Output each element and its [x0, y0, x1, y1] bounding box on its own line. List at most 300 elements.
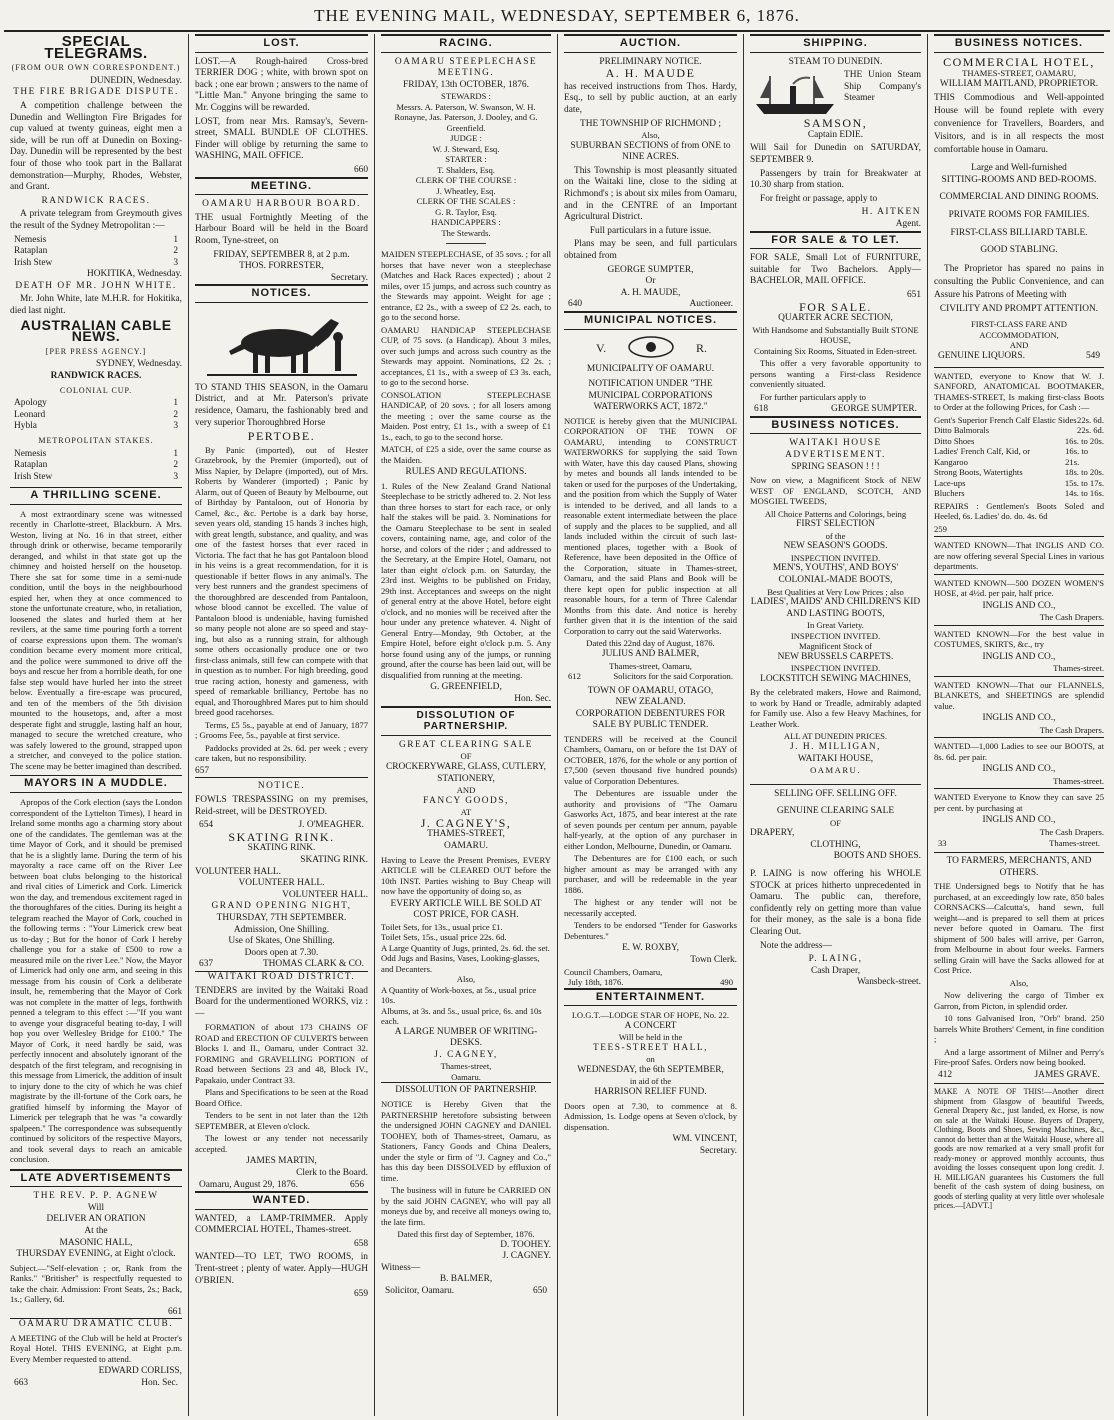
business-notices-heading: BUSINESS NOTICES. — [750, 416, 921, 435]
hotel-line: SITTING-ROOMS AND BED-ROOMS. — [941, 174, 1097, 185]
signature: G. GREENFIELD, — [430, 682, 502, 693]
placing: 1 — [173, 234, 178, 245]
ad-number: 549 — [1085, 350, 1100, 361]
hotel-line: PRIVATE ROOMS FOR FAMILIES. — [948, 210, 1090, 221]
cagney-sign: J. CAGNEY, — [434, 1049, 498, 1060]
price-line: A Large Quantity of Jugs, printed, 2s. 6d. the set. — [381, 942, 550, 953]
also-word: Also, — [641, 130, 660, 141]
plans-text: Plans may be seen, and full particulars obtained from — [564, 239, 737, 261]
signature-row — [750, 404, 921, 416]
repairs-text: REPAIRS : Gentlemen's Boots Soled and Heeled, 6s. Ladies' do. do. 4s. 6d — [934, 500, 1104, 522]
stakes-heading: METROPOLITAN STAKES. — [38, 436, 154, 445]
fare-line: FIRST-CLASS FARE AND ACCOMMODATION, — [971, 319, 1067, 340]
captain: Captain EDIE. — [807, 129, 864, 140]
having-text: Having to Leave the Present Premises, EVERY ARTICLE will be CLEARED OUT before the 10th INST. Parties wishing to Buy Cheap will now have the opportunity of doing so, as — [381, 854, 551, 896]
boots-shoes: BOOTS AND SHOES. — [833, 851, 921, 862]
every-article: EVERY ARTICLE WILL BE SOLD AT COST PRICE, FOR CASH. — [390, 898, 542, 921]
placing: 3 — [173, 257, 178, 268]
sanford-text: WANTED, everyone to Know that W. J. SANFORD, ANATOMICAL BOOTMAKER, THAMES-STREET, Is making first-class Boots to Order at the following Prices, for Cash :— — [934, 367, 1104, 413]
signature: H. AITKEN — [861, 207, 921, 218]
dated-line: Dated this 22nd day of August, 1876. — [586, 638, 715, 649]
judge-label: JUDGE : — [450, 133, 482, 144]
clothing: CLOTHING, — [810, 839, 861, 850]
wanted-lamp-trimmer: WANTED, a LAMP-TRIMMER. Apply COMMERCIAL HOTEL, Thames-street. — [195, 1213, 368, 1236]
town: OAMARU. — [810, 765, 861, 776]
address: Council Chambers, Oamaru, — [564, 966, 663, 977]
situated-text: This Township is most pleasantly situated on the Waitaki line, close to the siding at Richmond's ; is about six miles from Oamaru, and in the CENTRE of an Important Agricultural District. — [564, 165, 737, 223]
concert-date: WEDNESDAY, the 6th SEPTEMBER, — [577, 1064, 724, 1075]
skating-line: SKATING RINK. — [300, 855, 368, 865]
signature-row — [195, 1180, 368, 1192]
stewards: Messrs. A. Paterson, W. Swanson, W. H. Ronayne, Jas. Paterson, J. Dooley, and G. Greenfield. — [394, 101, 538, 133]
address: Thames-street. — [1049, 837, 1100, 848]
hotel-line: GOOD STABLING. — [980, 245, 1058, 256]
nz-title: NEW ZEALAND. — [615, 697, 686, 708]
ad-number: 658 — [353, 1238, 368, 1249]
correspondent-note: (FROM OUR OWN CORRESPONDENT.) — [11, 63, 181, 73]
signature: JULIUS AND BALMER, — [601, 648, 700, 659]
full-particulars: Full particulars in a future issue. — [589, 225, 712, 236]
road-text: TENDERS are invited by the Waitaki Road Board for the undermentioned WORKS, viz :— — [195, 985, 368, 1019]
price-row — [934, 436, 1104, 447]
horse-name: Leonard — [14, 409, 46, 420]
steam-title: STEAM TO DUNEDIN. — [788, 56, 883, 67]
signature-role: Secretary. — [330, 272, 368, 283]
rules-heading: RULES AND REGULATIONS. — [405, 467, 527, 478]
doors-text: Doors open at 7.30, to commence at 8. Admission, 1s. Lodge opens at Seven o'clock, by dispensation. — [564, 1100, 737, 1132]
clearing-sale: GREAT CLEARING SALE — [398, 739, 534, 750]
road-lowest: The lowest or any tender not necessarily accepted. — [195, 1133, 368, 1154]
column-racing — [375, 34, 558, 1416]
lodge-line: I.O.G.T.—LODGE STAR OF HOPE, No. 22. — [571, 1010, 730, 1021]
address: Thames-street. — [1053, 775, 1104, 786]
result-row — [10, 258, 182, 270]
signature: A. H. MAUDE, — [620, 287, 681, 298]
horse-name: Irish Stew — [14, 471, 53, 482]
stone-house: With Handsome and Substantially Built STONE HOUSE, — [752, 324, 919, 346]
price-value: 22s. 6d. — [1077, 414, 1104, 425]
signature: J. O'MEAGHER. — [298, 820, 364, 831]
signature: INGLIS AND CO., — [982, 815, 1056, 826]
ad-number: 612 — [568, 671, 581, 682]
inspection-invited: INSPECTION INVITED. — [790, 552, 881, 563]
doors-time: Doors open at 7.30. — [244, 947, 319, 958]
inglis-ad: WANTED KNOWN—For the best value in COSTUMES, SKIRTS, &c., try — [934, 625, 1104, 650]
in-aid: in aid of the — [629, 1076, 672, 1087]
inglis-ad: WANTED Everyone to Know they can save 25 per cent. by purchasing at — [934, 788, 1104, 813]
death-text: Mr. John White, late M.H.R. for Hokitika, died last night. — [10, 294, 182, 317]
ad-number: 663 — [14, 1378, 29, 1388]
signature-role: Secretary. — [699, 1145, 737, 1156]
signature-role: Clerk to the Board. — [296, 1167, 368, 1178]
address: Thames-street, — [440, 1061, 492, 1072]
iron-text: 10 tons Galvanised Iron, "Orb" brand. 250 barrels White Brothers' Cement, in fine condition ; — [934, 1013, 1104, 1045]
ad-number: 618 — [754, 404, 769, 415]
inglis-ad: WANTED—1,000 Ladies to see our BOOTS, at 8s. 6d. per pair. — [934, 737, 1104, 762]
timber-text: Now delivering the cargo of Timber ex Garron, from Picton, in splendid order. — [934, 990, 1104, 1011]
stand-text: TO STAND THIS SEASON, in the Oamaru District, and at Mr. Paterson's private residence, Oamaru, the fashionably bred and very superior Thoroughbred Horse — [195, 382, 368, 428]
makers-text: By the celebrated makers, Howe and Raimond, to work by Hand or Treadle, admirably adapted for Family use. Also a few Heavy Machines, for Leather Work. — [750, 687, 921, 729]
result-row — [10, 421, 182, 433]
fire-heading: THE FIRE BRIGADE DISPUTE. — [13, 87, 179, 98]
price-value: 22s. 6d. — [1077, 425, 1104, 436]
agnew-line: THURSDAY EVENING, at Eight o'clock. — [16, 1249, 176, 1260]
price-line: Albums, at 3s. and 5s., usual price, 6s. and 10s each. — [381, 1005, 542, 1027]
signature: WM. VINCENT, — [672, 1134, 737, 1145]
column-auction-municipal — [558, 34, 744, 1416]
signature-role: The Cash Drapers. — [1039, 612, 1104, 623]
hotel-name: COMMERCIAL HOTEL, — [943, 54, 1095, 69]
harbour-text: THE usual Fortnightly Meeting of the Harbour Board will be held in the Board Room, Tyne-street, on — [195, 212, 368, 246]
placing: 3 — [173, 421, 178, 432]
issuable-text: The Debentures are issuable under the authority and provisions of "The Oamaru Gasworks Act, 1875, and bear interest at the rate of seven pounds per centum per annum, payable half-yearly, at the option of any purchaser in either London, Melbourne, Dunedin, or Oamaru. — [564, 788, 737, 851]
also-word: Also, — [1009, 977, 1029, 988]
agnew-line: At the — [84, 1225, 108, 1236]
price-line: Toilet Sets, 15s., usual price 22s. 6d. — [381, 932, 507, 943]
ad-number: 660 — [353, 164, 368, 175]
inglis-ad: WANTED KNOWN—That INGLIS AND CO. are now offering several Special Lines in various departments. — [934, 536, 1104, 572]
signature: GEORGE SUMPTER. — [831, 404, 917, 415]
at-word: AT — [460, 807, 472, 818]
union-text: THE Union Steam Ship Company's Steamer — [844, 70, 921, 104]
witness-label: Witness— — [381, 1262, 421, 1273]
sail-text: Will Sail for Dunedin on SATURDAY, SEPTEMBER 9. — [750, 143, 921, 165]
township: THE TOWNSHIP OF RICHMOND ; — [580, 118, 721, 129]
waitaki-house: WAITAKI HOUSE, — [797, 753, 874, 764]
signature: INGLIS AND CO., — [982, 764, 1056, 775]
of-word: OF — [830, 817, 841, 828]
notice-heading: NOTICE. — [195, 777, 368, 793]
result-row — [10, 235, 182, 247]
business-notices-heading: BUSINESS NOTICES. — [934, 34, 1104, 53]
mayors-text: Apropos of the Cork election (says the London correspondent of the Lyttelton Times), I heard in Ireland some months ago a charming story about one of the candidates. The gentleman was at the time Mayor of Cork, and it should be premised that he is a slightly lame. During the term of his mayoralty a race came off on the River Lee between boat clubs belonging to the historical and rival cities of Limerick and Cork. Limerick won the day, and tremendous excitement raged in the thoroughfares of the cities. During its height a telegram reached the Mayor of Cork, couched in the following terms : "Your Limerick crew beat us to-day ; But for the honor of Cork I hereby challenge you for a stake of £500 to row a measured mile on the river Lee." Now, the Mayor of Limerick had only one arm, and seeing in this message from his cousin of Cork a deliberate insult, he, remembering that the Mayor of Cork was not complete in the matter of legs, forthwith penned a telegram to this effect :—"If you want to avenge your disgraceful beating to-day, I will hop you over Wellesley Bridge for £100." The Mayor of Cork, it need hardly be said, was perfectly innocent and absolutely ignorant of the despatch of the first telegram, and recognising in this message from Limerick, the addition of insult to injury done to the city of which he was chief magistrate by the ill-fortune of the Cork oars, he gratified himself by informing the Mayor of Limerick per telegraph that he was "a cowardly spalpeen." The correspondence was subsequently continued by solicitors of the respective Mayors, and took several days to reach an amicable conclusion. — [10, 797, 182, 1165]
inspection-invited: INSPECTION INVITED. — [790, 663, 881, 674]
rooms-line: Containing Six Rooms, Situated in Eden-street. — [753, 345, 918, 356]
held-line: Will be held in the — [618, 1032, 683, 1043]
column-shipping — [744, 34, 928, 1416]
columns — [4, 34, 1110, 1416]
price-item: Ladies' French Calf, Kid, or Kangaroo — [934, 446, 1031, 467]
municipal-crest-icon — [576, 334, 726, 360]
business-text: The business will in future be CARRIED ON by the said JOHN CAGNEY, who will pay all moneys due by, and receive all moneys owing to, the late firm. — [381, 1185, 551, 1227]
writing-desks: A LARGE NUMBER OF WRITING-DESKS. — [394, 1026, 538, 1049]
selling-off: SELLING OFF. SELLING OFF. — [750, 784, 921, 801]
address: Thames-street. — [1053, 663, 1104, 674]
wanted-rooms: WANTED—TO LET, TWO ROOMS, in Trent-street ; plenty of water. Apply—HUGH O'BRIEN. — [195, 1252, 368, 1286]
dramatic-club-text: A MEETING of the Club will be held at Procter's Royal Hotel. THIS EVENING, at Eight p.m. Every Member requested to attend. — [10, 1332, 182, 1364]
scene-heading: A THRILLING SCENE. — [10, 487, 182, 505]
ad-number: 490 — [720, 977, 733, 988]
highest-text: The highest or any tender will not be necessarily accepted. — [564, 897, 737, 918]
fire-text: A competition challenge between the Dunedin and Wellington Fire Brigades for cup valued at twenty guineas, eight men a side, will be run off at Dunedin on Boxing-Day. Dunedin will be represented by the best four of those who took part in the Ballarat demonstration—Murphy, Rhodes, Webster, and Grant. — [10, 100, 182, 193]
ad-number: 659 — [353, 1289, 368, 1300]
dissolution-text: NOTICE is Hereby Given that the PARTNERSHIP heretofore subsisting between the undersigned JOHN CAGNEY and DANIEL TOOHEY, both of Thames-street, Oamaru, as Stationers, Fancy Goods and China Dealers, under the style or firm of "J. Cagney and Co.," has this day been DISSOLVED by effluxion of time. — [381, 1099, 551, 1183]
placing: 1 — [173, 398, 178, 409]
signature-row — [195, 959, 368, 971]
spring-season: SPRING SEASON ! ! ! — [791, 461, 880, 472]
freight-text: For freight or passage, apply to — [760, 193, 878, 204]
opening-date: THURSDAY, 7TH SEPTEMBER. — [216, 912, 347, 923]
result-row — [10, 410, 182, 422]
witness-name: B. BALMER, — [439, 1274, 493, 1285]
placing: 3 — [173, 471, 178, 482]
carpets: NEW BRUSSELS CARPETS. — [777, 651, 894, 662]
price-value: 16s. to 20s. — [1064, 435, 1104, 446]
signature: THOS. FORRESTER, — [239, 261, 324, 272]
signature: INGLIS AND CO., — [982, 651, 1056, 662]
signature-role: Agent. — [895, 218, 921, 229]
and-word: AND — [456, 785, 476, 796]
price-line: A Quantity of Work-boxes, at 5s., usual price 10s. — [381, 984, 537, 1006]
inglis-ad: WANTED KNOWN—That our FLANNELS, BLANKETS, and SHEETINGS are splendid value. — [934, 676, 1104, 712]
signature-row — [381, 1286, 551, 1298]
debentures-title: CORPORATION DEBENTURES FOR SALE BY PUBLIC TENDER. — [575, 708, 726, 731]
agnew-line: Will — [87, 1202, 105, 1213]
horse-name: Irish Stew — [14, 257, 53, 268]
signature-role: The Cash Drapers. — [1039, 827, 1104, 837]
placing: 2 — [173, 246, 178, 257]
grand-opening: GRAND OPENING NIGHT, — [211, 901, 352, 912]
price-value: 18s. to 20s. — [1064, 467, 1104, 478]
consolation-race: CONSOLATION STEEPLECHASE HANDICAP, of 20 sovs. ; for all losers among the meeting ; over the same course as the Maiden. Post entry, £1 1s., with a sweep of £1 1s., each, to go to the second horse. — [381, 389, 551, 442]
judge: W. J. Steward, Esq. — [432, 143, 500, 154]
best-line: Best Qualities at Very Low Prices ; also — [767, 586, 904, 597]
inglis-ad: WANTED KNOWN—500 DOZEN WOMEN'S HOSE, at 4½d. per pair, half price. — [934, 574, 1104, 599]
price-item: Lace-ups — [934, 477, 966, 488]
genuine-sale: GENUINE CLEARING SALE — [776, 806, 895, 817]
dissolution-subheading: DISSOLUTION OF PARTNERSHIP. — [381, 1082, 551, 1097]
placing: 1 — [173, 448, 178, 459]
passengers-text: Passengers by train for Breakwater at 10.30 sharp from station. — [750, 168, 921, 191]
road-tenders: Tenders to be sent in not later than the 12th SEPTEMBER, at Eleven o'clock. — [195, 1110, 368, 1131]
on-word: on — [646, 1054, 655, 1065]
lost-dog-ad: LOST.—A Rough-haired Cross-bred TERRIER DOG ; white, with brown spot on back ; one ear brown ; answers to the name of "Little Man." Anyone bringing the same to Mr. Coggins will be rewarded. — [195, 56, 368, 113]
horse-name: Nemesis — [14, 234, 47, 245]
rules-text: 1. Rules of the New Zealand Grand National Steeplechase to be strictly adhered to. 2. Not less than three horses to start for each race, or only half the stakes will be paid. 3. Nominations for the Oamaru Steeplechase to be sent in sealed covers, containing name, age, and color of the horse, and colors of the rider ; and addressed to the Secretary, at the Empire Hotel, Oamaru, not later than eight o'clock p.m. on Saturday, the 23rd inst. Weights to be published on Friday, 29th inst. Acceptances and sweeps on the night of general entry at the above Hotel, before eight o'clock, and no monies will be received after the hour under any pretence whatever. 4. Night of General Entry—Monday, 9th October, at the Empire Hotel, before eight o'clock p.m. 5. Any horse found using any of the jumps, or running ground, after the course has been laid out, will be disqualified from running at the meeting. — [381, 480, 551, 680]
waterworks-notice: NOTICE is hereby given that the MUNICIPAL CORPORATION OF THE TOWN OF OAMARU, intending to CONSTRUCT WATERWORKS for supplying the said Town with Water, have this day caused Plans, showing by metes and bounds all lands intended to be taken or used for the purposes of the Undertaking, and the position from which the Supply of Water is intended to be derived, and all lands to a reasonable extent intermediate between the place of supply and the places to be supplied, and all lands included within the circuit of such last-mentioned places, together with a Book of Reference, have been deposited in the Office of the Corporation, situate in Thames-street, Oamaru, and the said Plans and Book will be there kept open for public inspection at all reasonable hours, for a term of Three Calendar Months from this date. And notice is hereby further given that it is the intention of the said Corporation to carry out the said Waterworks. — [564, 415, 737, 636]
terms-text: Terms, £5 5s., payable at end of January, 1877 ; Grooms Fee, 5s., payable at first service. — [195, 719, 368, 741]
dated-line: Dated this first day of September, 1876. — [397, 1229, 535, 1240]
ad-date: Oamaru, August 29, 1876. — [199, 1179, 298, 1190]
volunteer-line: VOLUNTEER HALL. — [282, 889, 368, 900]
price-row — [934, 467, 1104, 478]
suburban-sections: SUBURBAN SECTIONS of from ONE to NINE ACRES. — [570, 140, 731, 163]
signature: J. CAGNEY. — [502, 1251, 551, 1262]
civility: CIVILITY AND PROMPT ATTENTION. — [939, 303, 1099, 314]
notification-title: NOTIFICATION UNDER "THE MUNICIPAL CORPORATIONS WATERWORKS ACT, 1872." — [588, 379, 713, 413]
randwick-text: A private telegram from Greymouth gives the result of the Sydney Metropolitan :— — [10, 209, 182, 231]
ad-number: 657 — [195, 765, 210, 776]
signature-role: Town Clerk. — [690, 955, 737, 965]
cup-heading: COLONIAL CUP. — [59, 385, 133, 395]
late-ads-heading: LATE ADVERTISEMENTS — [10, 1169, 182, 1188]
horse-name: Apology — [14, 398, 47, 409]
horse-name: Rataplan — [14, 460, 48, 471]
spared-text: The Proprietor has spared no pains in consulting the Public Convenience, and can Assure his Patrons of Meeting with — [934, 263, 1104, 300]
tenders-text: TENDERS will be received at the Council Chambers, Oamaru, on or before the 1st DAY of OCTOBER, 1876, for the whole or any portion of £7,500 (seven thousand five hundred pounds) value of Corporation Debentures. — [564, 733, 737, 786]
starter: T. Shalders, Esq. — [437, 164, 495, 175]
signature-row — [564, 299, 737, 311]
price-row — [934, 478, 1104, 489]
signature: JAMES GRAVE. — [1034, 1069, 1100, 1080]
signature: JAMES MARTIN, — [246, 1156, 317, 1167]
agnew-line: THE REV. P. P. AGNEW — [33, 1191, 159, 1202]
town: Oamaru. — [451, 1071, 481, 1082]
magnificent-line: Magnificent Stock of — [798, 641, 873, 652]
signature-role: Hon. Sec. — [514, 694, 551, 705]
laing-text: P. LAING is now offering his WHOLE STOCK at prices hitherto unprecedented in Oamaru. The public can, therefore, confidently rely on getting more than value for their money, as the sale is a bona fide Clearing Out. — [750, 869, 921, 938]
cagney-name: J. CAGNEY'S, — [420, 815, 512, 830]
ladies-boots: LADIES', MAIDS' AND CHILDREN'S KID AND LASTING BOOTS, — [750, 597, 921, 619]
waitaki-title: WAITAKI HOUSE ADVERTISEMENT. — [785, 438, 886, 460]
liquors-line: GENUINE LIQUORS. — [938, 350, 1025, 361]
volunteer-line: VOLUNTEER HALL. — [195, 866, 281, 877]
ad-number: 33 — [938, 837, 947, 848]
signature: GEORGE SUMPTER, — [607, 264, 694, 275]
signature: D. TOOHEY. — [500, 1239, 551, 1250]
auction-heading: AUCTION. — [564, 34, 737, 53]
crockery-line: CROCKERYWARE, GLASS, CUTLERY, STATIONERY, — [385, 761, 546, 784]
address: Thames-street, Oamaru, — [609, 660, 692, 671]
new-goods: NEW SEASON'S GOODS. — [783, 541, 888, 552]
press-agency-note: [PER PRESS AGENCY.] — [45, 346, 147, 356]
dunedin-prices: ALL AT DUNEDIN PRICES. — [783, 731, 888, 742]
signature-role: Solicitors for the said Corporation. — [613, 671, 733, 682]
column-business-notices — [928, 34, 1110, 1416]
scales-clerk: G. R. Taylor, Esq. — [435, 206, 497, 217]
horse-engraving-icon — [207, 307, 357, 379]
municipal-heading: MUNICIPAL NOTICES. — [564, 311, 737, 330]
masthead: THE EVENING MAIL, WEDNESDAY, SEPTEMBER 6, 1876. — [314, 6, 800, 25]
horse-name: Rataplan — [14, 246, 48, 257]
signature: THOMAS CLARK & CO. — [262, 959, 364, 970]
variety-line: In Great Variety. — [807, 620, 864, 631]
volunteer-line: VOLUNTEER HALL. — [238, 878, 325, 889]
course-clerk: J. Wheatley, Esq. — [436, 185, 496, 196]
signature-role: Hon. Sec. — [141, 1378, 178, 1388]
harbour-date: FRIDAY, SEPTEMBER 8, at 2 p.m. — [213, 249, 350, 260]
horse-name: Nemesis — [14, 448, 47, 459]
price-line: Odd Jugs and Basins, Vases, Looking-glasses, and Decanters. — [381, 953, 540, 974]
randwick-heading: RANDWICK RACES. — [41, 195, 151, 206]
horse-text: By Panic (imported), out of Hester Grazebrook, by the Premier (imported), out of Miss Napier, by Delapre (imported), out of Mrs. Roberts by Wanderer (imported) ; Panic by Alarm, out of Queen of Beauty by Melbourne, out of Birthday by Pantaloon, out of Honoria by Camel, &c., &c. Pertobe is a dark bay horse, seven years old, standing 15 hands 3 inches high, with great length, substance, and quality, and was one of the fastest horses that ever raced in Victoria. The fact that he has got Pantaloon blood in his veins is a great recommendation, for it is questionable if better flows in any animal's. The very best runners and the grandest specimens of the thoroughbred are descended from Pantaloon, whose blood cannot be excelled. The value of Pantaloon blood is undeniable, having furnished so many people not alone are so speed and stay-ing, but also as a running strain, for although some others occasionally produce one or two first-class animals, still few can compete with that in question as to number. For high breeding, good true racing action, honesty and gameness, with speed of remarkable brilliancy, Pertobe has no equal, and Thoroughbred Mares put to him should breed good racehorses. — [195, 444, 368, 718]
municipality-title: MUNICIPALITY OF OAMARU. — [586, 363, 715, 374]
starter-label: STARTER : — [445, 154, 487, 165]
hotel-line: Large and Well-furnished — [971, 163, 1067, 174]
preliminary-notice: PRELIMINARY NOTICE. — [599, 56, 702, 67]
ad-number: 654 — [199, 820, 214, 831]
mens-boots: MEN'S, YOUTHS', AND BOYS' COLONIAL-MADE BOOTS, — [772, 563, 899, 585]
skating-line: SKATING RINK. — [228, 829, 335, 844]
signature-row — [564, 671, 737, 682]
furniture-ad: FOR SALE, Small Lot of FURNITURE, suitable for Two Bachelors. Apply—BACHELOR, MAIL OFFICE. — [750, 253, 921, 287]
ad-number: 656 — [349, 1179, 364, 1190]
mayors-heading: MAYORS IN A MUDDLE. — [10, 775, 182, 793]
notices-heading: NOTICES. — [195, 284, 368, 303]
shipping-heading: SHIPPING. — [750, 34, 921, 53]
or-word: Or — [645, 276, 656, 287]
price-value: 16s. to 21s. — [1065, 446, 1089, 467]
scene-text: A most extraordinary scene was witnessed recently in Charlotte-street, Blackburn. A Mrs. Weston, living at No. 16 in that street, either through drink or otherwise, became temporarily deranged, and whilst in that state got up the chimney and hoisted herself on the housetop. There she sat for some time in a semi-nude condition, until the boys in the neighbourhood espied her, when they at once commenced to stone the unfortunate creature, who, in retaliation, loosened the slates and hurled them at her revilers, at the same time pouring forth a torrent of coarse expressions upon them. The woman's condition became every moment more critical, and the police were summoned to drive off the boys and rescue her from a horrible death, for one false step would have hurled her into the street below. Eventually a fire-escape was procured, and ten of the members of the 5th division mounted to the housetops, and, after a most desperate fight and struggle, lasting half an hour, managed to secure the wretched creature, who was safely lowered to the ground, strapped upon a stretcher, and conveyed to the police station. The scene may be better imagined than described. — [10, 508, 182, 771]
town-title: TOWN OF OAMARU, OTAGO, — [587, 685, 714, 696]
wanted-heading: WANTED. — [195, 1191, 368, 1210]
ad-number: 412 — [938, 1069, 953, 1080]
handicappers: The Stewards. — [441, 227, 491, 238]
price-value: 14s. to 16s. — [1064, 488, 1104, 499]
result-row — [10, 246, 182, 258]
ad-number: 651 — [906, 289, 921, 300]
drapery: DRAPERY, — [750, 828, 795, 839]
fancy-goods: FANCY GOODS, — [423, 795, 509, 806]
price-item: Ditto Balmorals — [934, 425, 990, 436]
and-word: AND — [1009, 340, 1029, 351]
signature-row — [934, 1070, 1104, 1082]
course-label: CLERK OF THE COURSE : — [415, 175, 517, 186]
inspection-invited: INSPECTION INVITED. — [790, 630, 881, 641]
price-item: Strong Boots, Watertights — [934, 467, 1023, 478]
results-list — [10, 449, 182, 484]
price-row — [934, 415, 1104, 426]
skating-line: SKATING RINK. — [247, 843, 316, 854]
admission: Admission, One Shilling. — [233, 924, 330, 935]
signature: INGLIS AND CO., — [982, 713, 1056, 724]
ad-number: 640 — [568, 299, 583, 310]
now-text: Now on view, a Magnificent Stock of NEW WEST OF ENGLAND, SCOTCH, AND MOSGIEL TWEEDS, — [750, 475, 921, 507]
of-word: OF — [460, 751, 472, 762]
safes-text: And a large assortment of Milner and Perry's Fire-proof Safes. Orders now being booked. — [934, 1046, 1104, 1068]
races-heading: RANDWICK RACES. — [50, 371, 142, 382]
paddocks-text: Paddocks provided at 2s. 6d. per week ; every care taken, but no responsibility. — [195, 742, 368, 764]
maiden-race: MAIDEN STEEPLECHASE, of 35 sovs. ; for all horses that have never won a steeplechase (Matches and Hack Races expected) ; about 2 miles, over 15 jumps, and across such country as the Stewards may appoint. Weight for age ; entrance, £2 2s., with a sweep of £2 2s. each, to go to the second horse. — [381, 249, 551, 323]
price-row — [934, 425, 1104, 436]
for-sale-heading: FOR SALE & TO LET. — [750, 231, 921, 250]
note-paragraph: MAKE A NOTE OF THIS!—Another direct shipment from Glasgow of beautiful Tweeds, General Drapery &c., just landed, ex Horse, is now on sale at the Waitaki House. Buyers of Drapery, Clothing, Boots and Shoes, Sewing Machines, &c., cannot do better than at the Waitaki House, where all goods are now remarked at a very small profit for ready-money or approved monthly accounts, thus avoiding the losses consequent upon long credit. J. H. MILLIGAN guarantees his Customers the full benefit of the cash system of doing business, on goods of sterling quality at very little over wholesale prices.—[ADVT.] — [934, 1083, 1104, 1211]
proprietor: WILLIAM MAITLAND, PROPRIETOR. — [939, 78, 1099, 89]
result-row — [10, 460, 182, 472]
choice-line: All Choice Patterns and Colorings, being — [764, 508, 907, 519]
dateline: SYDNEY, Wednesday. — [95, 359, 182, 370]
price-item: Ditto Shoes — [934, 435, 975, 446]
hotel-line: COMMERCIAL AND DINING ROOMS. — [939, 192, 1099, 203]
harbour-board-heading: OAMARU HARBOUR BOARD. — [202, 199, 361, 210]
relief-fund: HARRISON RELIEF FUND. — [594, 1086, 707, 1097]
road-district-heading: WAITAKI ROAD DISTRICT. — [195, 971, 368, 984]
endorsed-text: Tenders to be endorsed "Tender for Gasworks Debentures." — [564, 920, 737, 941]
cornsacks-text: THE Undersigned begs to Notify that he has purchased, at an exceedingly low rate, 850 bales CORNSACKS—Calcutta's, hand sewn, full weight—and is prepared to sell them at prices never before quoted in Oamaru. The first shipment of 500 bales will arrive, per Garron, from Melbourne in about four weeks. Farmers selling Grain will have the Sacks allowed for at Cost Price. — [934, 881, 1104, 976]
cable-news-heading: AUSTRALIAN CABLE NEWS. — [20, 316, 172, 345]
ad-number: 259 — [934, 523, 947, 534]
price-value: 15s. to 17s. — [1064, 477, 1104, 488]
stewards-label: STEWARDS : — [441, 91, 491, 102]
agnew-text: Subject.—"Self-elevation ; or, Rank from the Ranks." "Britisher" is respectfully requested to take the chair. Admission: Front Seats, 2s.; Back, 1s.; Gallery, 6d. — [10, 1262, 182, 1305]
farmers-heading: TO FARMERS, MERCHANTS, AND OTHERS. — [934, 852, 1104, 879]
hotel-text: THIS Commodious and Well-appointed House will be found replete with every convenience for Travellers, Boarders, and Visitors, and is in all respects the most comfortable house in Oamaru. — [934, 93, 1104, 156]
road-plans: Plans and Specifications to be seen at the Road Board Office. — [195, 1087, 368, 1108]
dateline: HOKITIKA, Wednesday. — [86, 269, 182, 280]
quarter-acre: QUARTER ACRE SECTION, — [778, 313, 893, 324]
agnew-line: DELIVER AN ORATION — [46, 1214, 146, 1225]
column-telegrams — [4, 34, 189, 1416]
auctioneer-name: A. H. MAUDE — [605, 66, 696, 81]
venue: TEES-STREET HALL, — [593, 1042, 708, 1053]
svg-text:R.: R. — [695, 340, 707, 355]
signature-role: Cash Draper, — [810, 965, 861, 976]
results-list — [10, 398, 182, 433]
steeplechase-title: OAMARU STEEPLECHASE MEETING. — [394, 56, 538, 79]
agnew-line: MASONIC HALL, — [59, 1237, 133, 1248]
handicappers-label: HANDICAPPERS : — [431, 217, 501, 228]
price-item: Bluchers — [934, 488, 965, 499]
